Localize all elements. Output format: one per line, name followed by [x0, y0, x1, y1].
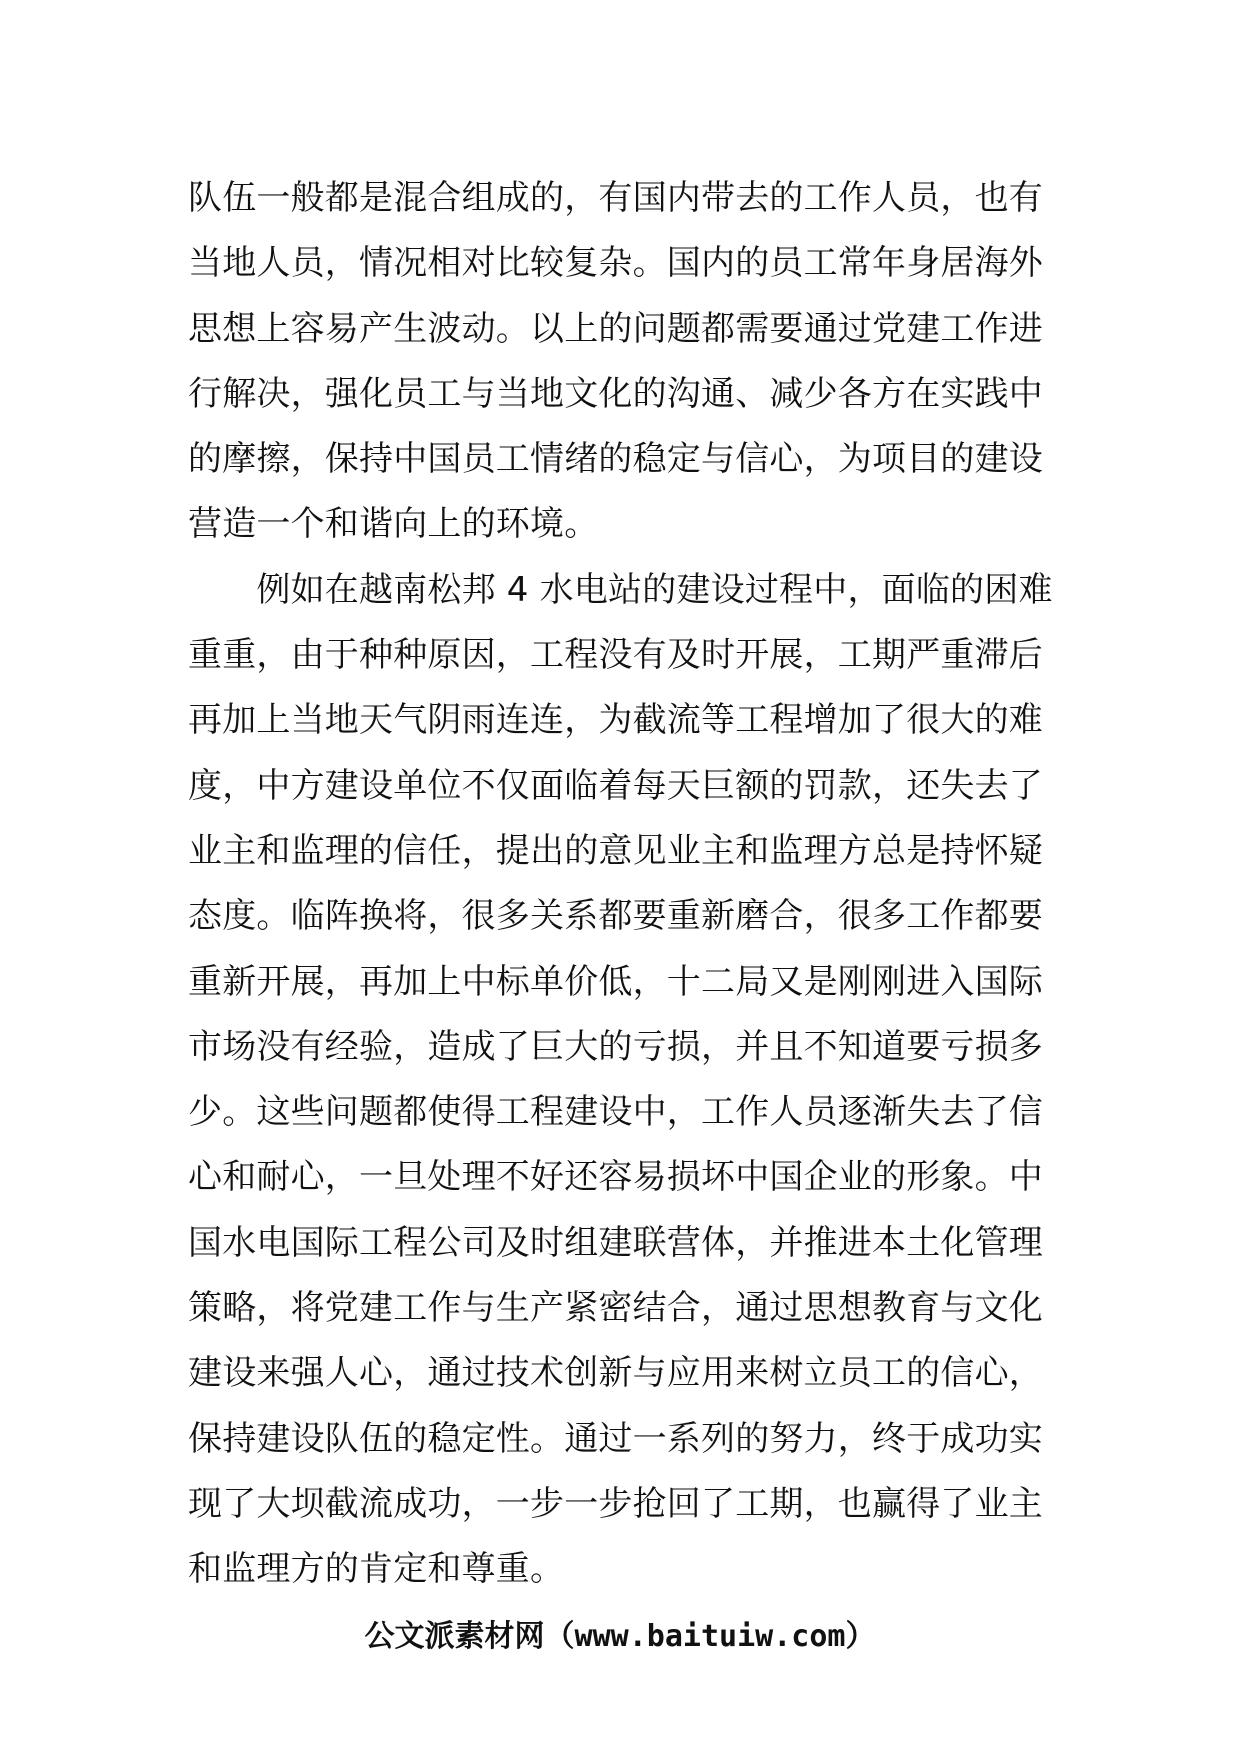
text-line-3: 思想上容易产生波动。以上的问题都需要通过党建工作进	[188, 308, 1043, 349]
text-line-10: 度，中方建设单位不仅面临着每天巨额的罚款，还失去了	[188, 765, 1043, 806]
footer-open-paren: （	[544, 1619, 575, 1654]
text-line-9: 再加上当地天气阴雨连连，为截流等工程增加了很大的难	[188, 700, 1043, 741]
text-line-6: 营造一个和谐向上的环境。	[188, 504, 599, 545]
footer-url: www.baituiw.com	[574, 1619, 846, 1654]
text-line-12: 态度。临阵换将，很多关系都要重新磨合，很多工作都要	[188, 896, 1043, 937]
footer-site-name: 公文派素材网	[364, 1619, 545, 1654]
text-line-7: 例如在越南松邦 4 水电站的建设过程中，面临的困难	[188, 569, 1053, 610]
text-line-2: 当地人员，情况相对比较复杂。国内的员工常年身居海外	[188, 243, 1043, 284]
text-line-21: 现了大坝截流成功，一步一步抢回了工期，也赢得了业主	[188, 1483, 1043, 1524]
text-line-19: 建设来强人心，通过技术创新与应用来树立员工的信心，	[188, 1353, 1043, 1394]
text-line-22: 和监理方的肯定和尊重。	[188, 1549, 565, 1590]
text-line-11: 业主和监理的信任，提出的意见业主和监理方总是持怀疑	[188, 830, 1043, 871]
footer-watermark	[0, 1612, 1240, 1662]
body-text	[188, 166, 1058, 1603]
text-line-20: 保持建设队伍的稳定性。通过一系列的努力，终于成功实	[188, 1418, 1043, 1459]
text-line-13: 重新开展，再加上中标单价低，十二局又是刚刚进入国际	[188, 961, 1043, 1002]
text-line-8: 重重，由于种种原因，工程没有及时开展，工期严重滞后	[188, 635, 1043, 676]
text-line-5: 的摩擦，保持中国员工情绪的稳定与信心，为项目的建设	[188, 439, 1043, 480]
text-line-1: 队伍一般都是混合组成的，有国内带去的工作人员，也有	[188, 178, 1043, 218]
footer-close-paren: ）	[845, 1619, 876, 1654]
text-line-17: 国水电国际工程公司及时组建联营体，并推进本土化管理	[188, 1222, 1043, 1263]
text-line-14: 市场没有经验，造成了巨大的亏损，并且不知道要亏损多	[188, 1026, 1043, 1067]
text-line-18: 策略，将党建工作与生产紧密结合，通过思想教育与文化	[188, 1288, 1043, 1329]
text-line-15: 少。这些问题都使得工程建设中，工作人员逐渐失去了信	[188, 1092, 1043, 1133]
text-line-4: 行解决，强化员工与当地文化的沟通、减少各方在实践中	[188, 373, 1043, 414]
text-line-16: 心和耐心，一旦处理不好还容易损坏中国企业的形象。中	[188, 1157, 1043, 1198]
